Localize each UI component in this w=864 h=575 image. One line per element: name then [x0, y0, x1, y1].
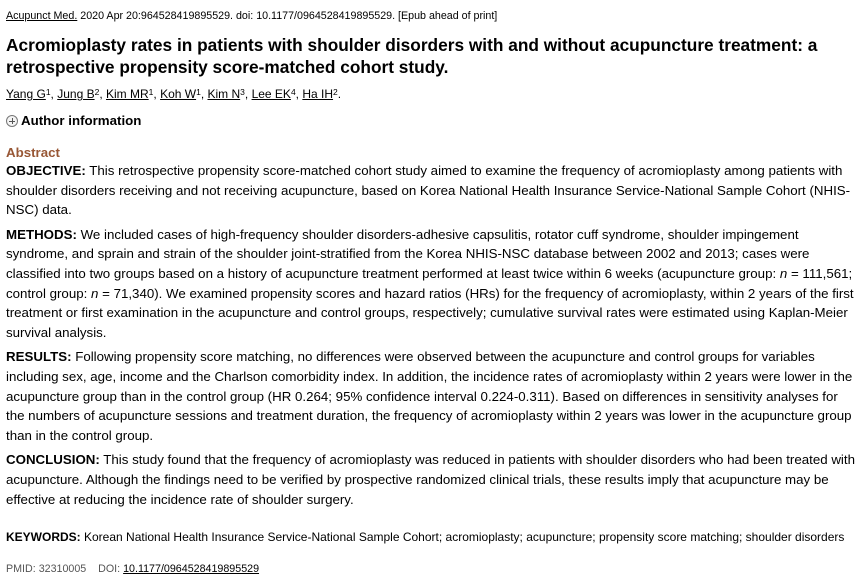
- conclusion-label: CONCLUSION:: [6, 452, 100, 468]
- abstract-conclusion: [6, 450, 858, 509]
- author-information-toggle[interactable]: [6, 112, 858, 130]
- objective-label: OBJECTIVE:: [6, 163, 86, 178]
- author-information-label: Author information: [21, 113, 142, 128]
- author-separator: ,: [99, 87, 106, 101]
- abstract-methods: [6, 225, 858, 343]
- keywords-text: Korean National Health Insurance Service-National Sample Cohort; acromioplasty; acupuncture; propensity score matching; shoulder disorders: [80, 530, 845, 545]
- author-affiliation-number: 4: [290, 87, 296, 97]
- pmid-value: 32310005: [38, 563, 87, 575]
- doi-link[interactable]: 10.1177/0964528419895529: [123, 563, 260, 575]
- article-title: Acromioplasty rates in patients with shoulder disorders with and without acupuncture treatment: a retrospective propensity score-matched cohort study.: [6, 35, 818, 77]
- author-affiliation-number: 2: [94, 87, 100, 97]
- author-link[interactable]: Lee EK: [251, 87, 291, 101]
- author-link[interactable]: Kim N: [207, 87, 241, 101]
- methods-label: METHODS:: [6, 226, 77, 242]
- author-link[interactable]: Koh W: [160, 87, 197, 101]
- doi-label: DOI:: [98, 563, 121, 575]
- conclusion-text: This study found that the frequency of acromioplasty was reduced in patients with shoulder disorders who had been treated with acupuncture. Although the findings need to be verified by prospective randomized clinical trials, these results imply that acupuncture may be effective at reducing the incidence rate of shoulder surgery.: [6, 452, 855, 507]
- author-separator: ,: [153, 87, 161, 101]
- author-separator: ,: [295, 87, 303, 101]
- citation-line: [6, 9, 858, 23]
- author-link[interactable]: Ha IH: [302, 87, 334, 101]
- journal-link[interactable]: Acupunct Med.: [6, 10, 78, 22]
- author-affiliation-number: 1: [148, 87, 154, 97]
- pmid-label: PMID:: [6, 563, 36, 575]
- methods-n-symbol-1: n: [779, 265, 788, 281]
- identifiers: [6, 562, 858, 575]
- citation-details: 2020 Apr 20:964528419895529. doi: 10.1177/0964528419895529. [Epub ahead of print]: [80, 10, 498, 22]
- author-affiliation-number: 2: [333, 87, 338, 97]
- author-link[interactable]: Yang G: [6, 87, 46, 101]
- methods-n-symbol-2: n: [91, 285, 99, 301]
- author-affiliation-number: 1: [196, 87, 201, 97]
- expand-plus-icon[interactable]: [6, 115, 18, 127]
- author-separator: .: [337, 87, 342, 101]
- abstract-heading: Abstract: [6, 145, 60, 160]
- author-link[interactable]: Kim MR: [105, 87, 149, 101]
- objective-text: This retrospective propensity score-matched cohort study aimed to examine the frequency of acromioplasty among patients with shoulder disorders receiving and not receiving acupuncture, based on Korea National Health Insurance Service-National Sample Cohort (NHIS-NSC) data.: [6, 163, 851, 218]
- methods-text-3: = 71,340). We examined propensity scores and hazard ratios (HRs) for the frequency of acromioplasty, within 2 years of the first treatment or first examination in the acupuncture and control groups, respectively; cumulative survival rates were estimated using Kaplan-Meier survival analysis.: [6, 285, 854, 340]
- article-record: [6, 0, 858, 575]
- methods-text-1: We included cases of high-frequency shoulder disorders-adhesive capsulitis, rotator cuff syndrome, shoulder impingement syndrome, and sprain and strain of the shoulder joint-stratified from the Korea NHIS-NSC database between 2002 and 2013; cases were classified into two groups based on a history of acupuncture treatment performed at least twice within 6 weeks (acupuncture group:: [6, 226, 810, 281]
- results-text: Following propensity score matching, no differences were observed between the acupuncture and control groups for variables including sex, age, income and the Charlson comorbidity index. In addition, the incidence rates of acromioplasty within 2 years were lower in the acupuncture group than in the control group (HR 0.264; 95% confidence interval 0.224-0.311). Based on differences in sensitivity analyses for the numbers of acupuncture sessions and treatment duration, the frequency of acromioplasty within 2 years was lower in the acupuncture group than in the control group.: [6, 349, 853, 443]
- abstract-objective: [6, 161, 858, 220]
- author-separator: ,: [200, 87, 208, 101]
- keywords-label: KEYWORDS:: [6, 530, 81, 545]
- author-affiliation-number: 1: [45, 87, 51, 97]
- author-link[interactable]: Jung B: [57, 87, 95, 101]
- keywords: [6, 529, 858, 545]
- abstract-results: [6, 347, 858, 445]
- methods-text-2: = 111,561; control group:: [6, 265, 853, 301]
- author-affiliation-number: 3: [240, 87, 245, 97]
- author-separator: ,: [244, 87, 252, 101]
- author-separator: ,: [50, 87, 58, 101]
- author-list: [6, 87, 858, 102]
- results-label: RESULTS:: [6, 349, 72, 365]
